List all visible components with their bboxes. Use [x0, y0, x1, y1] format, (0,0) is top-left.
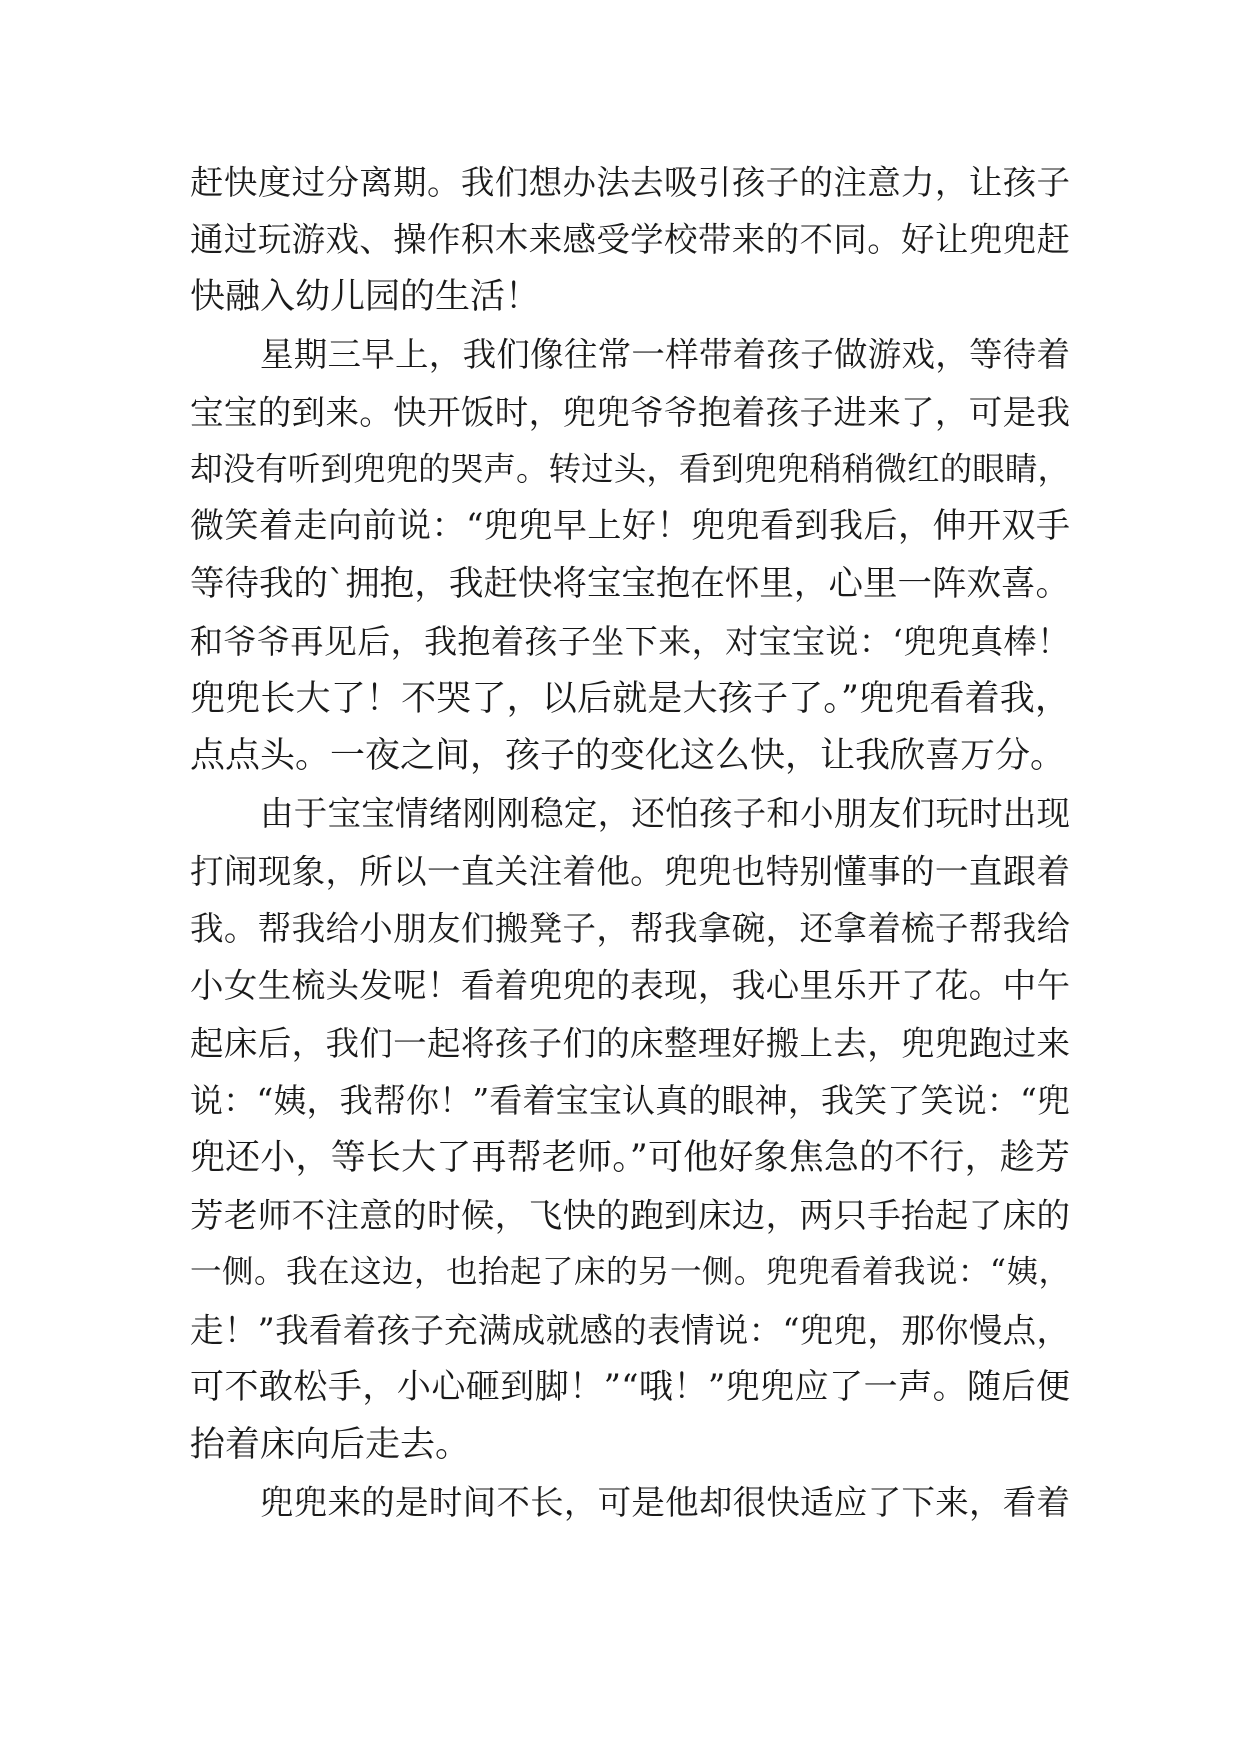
text-line: 小女生梳头发呢！看着兜兜的表现，我心里乐开了花。中午 [190, 966, 1070, 1006]
text-line: 快融入幼儿园的生活！ [190, 276, 541, 317]
text-line: 兜兜来的是时间不长，可是他却很快适应了下来，看着 [260, 1482, 1070, 1522]
text-line: 兜还小，等长大了再帮老师。”可他好象焦急的不行，趁芳 [190, 1137, 1070, 1178]
text-line: 可不敢松手，小心砸到脚！”“哦！”兜兜应了一声。随后便 [190, 1367, 1070, 1408]
text-line: 说：“姨，我帮你！”看着宝宝认真的眼神，我笑了笑说：“兜 [190, 1081, 1070, 1121]
text-line: 打闹现象，所以一直关注着他。兜兜也特别懂事的一直跟着 [190, 851, 1070, 891]
text-line: 我。帮我给小朋友们搬凳子，帮我拿碗，还拿着梳子帮我给 [190, 909, 1070, 949]
text-line: 走！”我看着孩子充满成就感的表情说：“兜兜，那你慢点， [190, 1310, 1070, 1350]
text-line: 和爷爷再见后，我抱着孩子坐下来，对宝宝说：‘兜兜真棒！ [190, 622, 1070, 662]
text-line: 点点头。一夜之间，孩子的变化这么快，让我欣喜万分。 [190, 735, 1066, 776]
text-line: 等待我的`拥抱，我赶快将宝宝抱在怀里，心里一阵欢喜。 [190, 563, 1070, 604]
body-text [190, 154, 1070, 1531]
text-line: 芳老师不注意的时候，飞快的跑到床边，两只手抬起了床的 [190, 1196, 1070, 1236]
text-line: 赶快度过分离期。我们想办法去吸引孩子的注意力，让孩子 [190, 163, 1070, 202]
text-line: 通过玩游戏、操作积木来感受学校带来的不同。好让兜兜赶 [190, 220, 1070, 260]
text-line: 兜兜长大了！不哭了，以后就是大孩子了。”兜兜看着我， [190, 678, 1070, 719]
text-line: 却没有听到兜兜的哭声。转过头，看到兜兜稍稍微红的眼睛， [190, 449, 1070, 488]
text-line: 星期三早上，我们像往常一样带着孩子做游戏，等待着 [260, 335, 1070, 375]
text-line: 起床后，我们一起将孩子们的床整理好搬上去，兜兜跑过来 [190, 1023, 1070, 1063]
text-line: 宝宝的到来。快开饭时，兜兜爷爷抱着孩子进来了，可是我 [190, 392, 1070, 432]
text-line: 一侧。我在这边，也抬起了床的另一侧。兜兜看着我说：“姨， [190, 1254, 1070, 1291]
text-line: 抬着床向后走去。 [190, 1424, 471, 1465]
text-line: 微笑着走向前说：“兜兜早上好！兜兜看到我后，伸开双手 [190, 506, 1070, 547]
text-line: 由于宝宝情绪刚刚稳定，还怕孩子和小朋友们玩时出现 [260, 794, 1070, 834]
